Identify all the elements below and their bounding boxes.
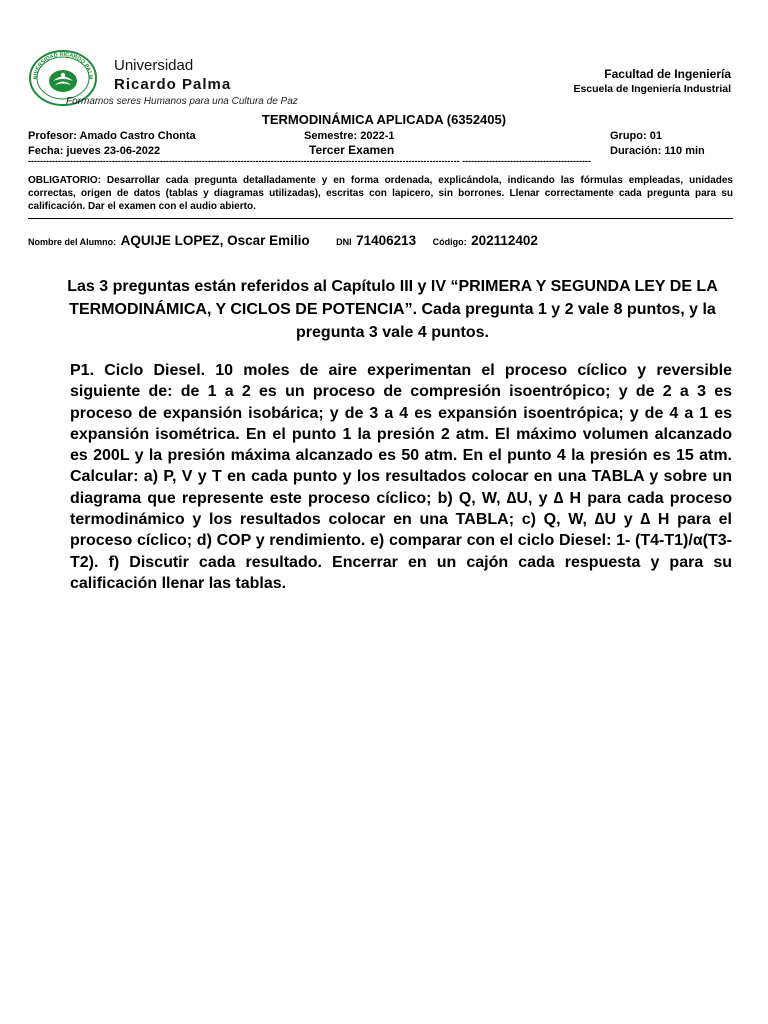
- duration: Duración: 110 min: [610, 145, 705, 157]
- question-1: P1. Ciclo Diesel. 10 moles de aire experimentan el proceso cíclico y reversible siguiente de: de 1 a 2 es un proceso de compresión isoentrópico; y de 2 a 3 es proceso de expansión isobárica; y de 3 a 4 es expansión isoentrópica; y de 4 a 1 es expansión isométrica. En el punto 1 la presión 2 atm. El máximo volumen alcanzado es 200L y la presión máxima alcanzado es 50 atm. En el punto 4 la presión es 15 atm. Calcular: a) P, V y T en cada punto y los resultados colocar en una TABLA y sobre un diagrama que represente este proceso cíclico; b) Q, W, ∆U, y ∆ H para cada proceso termodinámico y los resultados colocar en una TABLA; c) Q, W, ∆U y ∆ H para el proceso cíclico; d) COP y rendimiento. e) comparar con el ciclo Diesel: 1- (T4-T1)/α(T3-T2). f) Discutir cada resultado. Encerrar en un cajón cada respuesta y para su calificación llenar las tablas.: [70, 362, 732, 592]
- university-motto: Formamos seres Humanos para una Cultura de Paz: [66, 96, 298, 107]
- faculty-name: Facultad de Ingeniería: [604, 67, 731, 81]
- group: Grupo: 01: [610, 130, 662, 142]
- logo-text: NIVERSIDAD RICARDO PALM: [32, 51, 94, 80]
- university-name-line2: Ricardo Palma: [114, 76, 232, 93]
- professor: Profesor: Amado Castro Chonta: [28, 130, 196, 142]
- dni-value: 71406213: [356, 233, 417, 248]
- exam-intro: Las 3 preguntas están referidos al Capítulo III y IV “PRIMERA Y SEGUNDA LEY DE LA TERMODINÁMICA, Y CICLOS DE POTENCIA”. Cada pregunta 1 y 2 vale 8 puntos, y la pregunta 3 vale 4 puntos.: [67, 278, 718, 341]
- dashed-separator: ------------------------------------------------------------------------------------------------------------------------------------------------ -------------------------------------------: [28, 156, 591, 166]
- course-title: TERMODINÁMICA APLICADA (6352405): [261, 112, 507, 127]
- divider-line: [28, 218, 733, 219]
- exam-date: Fecha: jueves 23-06-2022: [28, 145, 161, 157]
- student-name-label: Nombre del Alumno:: [28, 237, 117, 247]
- school-name: Escuela de Ingeniería Industrial: [573, 83, 731, 95]
- student-info: [28, 232, 538, 250]
- code-label: Código:: [432, 237, 467, 247]
- student-name: AQUIJE LOPEZ, Oscar Emilio: [120, 233, 310, 248]
- university-name-line1: Universidad: [114, 57, 194, 74]
- code-value: 202112402: [471, 233, 538, 248]
- exam-name: Tercer Examen: [309, 143, 395, 157]
- instructions: OBLIGATORIO: Desarrollar cada pregunta detalladamente y en forma ordenada, explicándola, indicando las fórmulas empleadas, unidades correctas, origen de datos (tablas y diagramas utilizadas), escritas con lapicero, sin borrones. Llenar correctamente cada pregunta para su calificación. Dar el examen con el audio abierto.: [28, 175, 733, 212]
- semester: Semestre: 2022-1: [304, 130, 395, 142]
- dni-label: DNI: [336, 237, 352, 247]
